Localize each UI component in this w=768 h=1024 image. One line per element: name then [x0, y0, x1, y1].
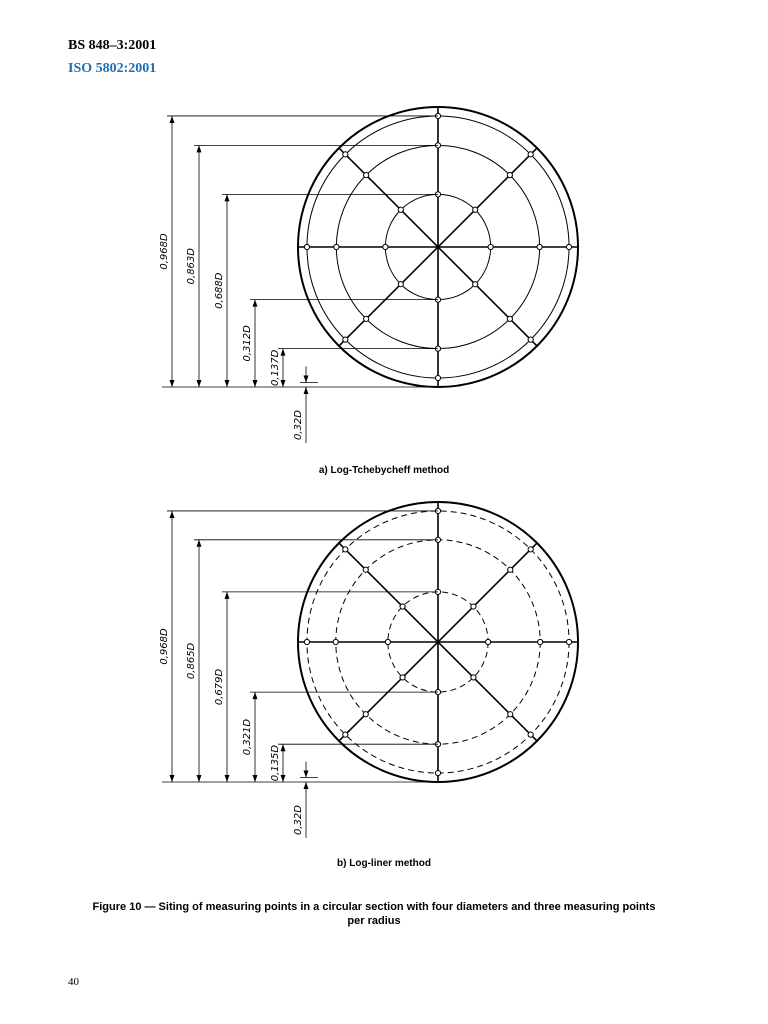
measuring-point — [507, 316, 512, 321]
measuring-point — [343, 732, 348, 737]
dimension-arrow-3 — [225, 775, 230, 782]
measuring-point — [334, 244, 339, 249]
dimension-arrow-3 — [225, 380, 230, 387]
measuring-point — [364, 316, 369, 321]
figure-caption: Figure 10 — Siting of measuring points in a circular section with four diameters and three measuring points per radius — [92, 901, 656, 927]
measuring-point — [471, 675, 476, 680]
dimension-arrow-4 — [253, 775, 258, 782]
measuring-point — [488, 244, 493, 249]
measuring-point — [528, 337, 533, 342]
dimension-arrow-3 — [225, 194, 230, 201]
dimension-arrow-2 — [197, 380, 202, 387]
dimension-arrow-1 — [170, 775, 175, 782]
measuring-point — [538, 639, 543, 644]
dimension-label-2: 0,863D — [186, 248, 197, 285]
dimension-label-5: 0,137D — [270, 349, 281, 386]
measuring-point — [435, 770, 440, 775]
measuring-point — [304, 639, 309, 644]
log-tchebycheff-diagram — [0, 100, 768, 440]
measuring-point — [508, 712, 513, 717]
measuring-point — [400, 604, 405, 609]
dimension-arrow-4 — [253, 300, 258, 307]
standard-number-iso: ISO 5802:2001 — [68, 61, 157, 76]
measuring-point — [363, 712, 368, 717]
measuring-point — [566, 639, 571, 644]
measuring-point — [398, 282, 403, 287]
measuring-point — [383, 244, 388, 249]
offset-arrow-bottom — [304, 782, 309, 789]
measuring-point — [343, 152, 348, 157]
dimension-label-4: 0,321D — [242, 718, 253, 756]
dimension-arrow-1 — [170, 380, 175, 387]
caption-log-linear: b) Log-liner method — [337, 858, 431, 869]
measuring-point — [333, 639, 338, 644]
offset-arrow-top — [304, 771, 309, 778]
dimension-arrow-5 — [281, 775, 286, 782]
dimension-arrow-4 — [253, 692, 258, 699]
dimension-label-1: 0,968D — [159, 628, 170, 665]
dimension-label-3: 0,688D — [214, 272, 225, 309]
measuring-point — [304, 244, 309, 249]
dimension-arrow-4 — [253, 380, 258, 387]
offset-label: 0,32D — [293, 805, 304, 835]
measuring-point — [528, 547, 533, 552]
offset-arrow-bottom — [304, 387, 309, 394]
measuring-point — [343, 337, 348, 342]
measuring-point — [537, 244, 542, 249]
measuring-point — [473, 282, 478, 287]
measuring-point — [363, 567, 368, 572]
measuring-point — [400, 675, 405, 680]
offset-label: 0,32D — [293, 410, 304, 440]
page-number: 40 — [68, 976, 79, 988]
dimension-label-1: 0,968D — [159, 233, 170, 270]
measuring-point — [486, 639, 491, 644]
measuring-point — [507, 173, 512, 178]
dimension-arrow-1 — [170, 511, 175, 518]
measuring-point — [528, 152, 533, 157]
measuring-point — [473, 207, 478, 212]
dimension-arrow-2 — [197, 540, 202, 547]
measuring-point — [385, 639, 390, 644]
measuring-point — [508, 567, 513, 572]
dimension-arrow-3 — [225, 592, 230, 599]
measuring-point — [435, 375, 440, 380]
dimension-arrow-5 — [281, 349, 286, 356]
measuring-point — [364, 173, 369, 178]
dimension-arrow-2 — [197, 775, 202, 782]
dimension-label-2: 0,865D — [186, 642, 197, 680]
standard-number-bs: BS 848–3:2001 — [68, 38, 157, 53]
measuring-point — [528, 732, 533, 737]
dimension-label-5: 0,135D — [270, 744, 281, 782]
dimension-label-3: 0,679D — [214, 668, 225, 706]
log-linear-diagram — [0, 495, 768, 835]
measuring-point — [343, 547, 348, 552]
dimension-arrow-5 — [281, 380, 286, 387]
measuring-point — [471, 604, 476, 609]
dimension-label-4: 0,312D — [242, 325, 253, 362]
dimension-arrow-2 — [197, 145, 202, 152]
dimension-arrow-1 — [170, 116, 175, 123]
offset-arrow-top — [304, 376, 309, 383]
measuring-point — [566, 244, 571, 249]
dimension-arrow-5 — [281, 744, 286, 751]
measuring-point — [398, 207, 403, 212]
caption-log-tchebycheff: a) Log-Tchebycheff method — [318, 465, 450, 476]
